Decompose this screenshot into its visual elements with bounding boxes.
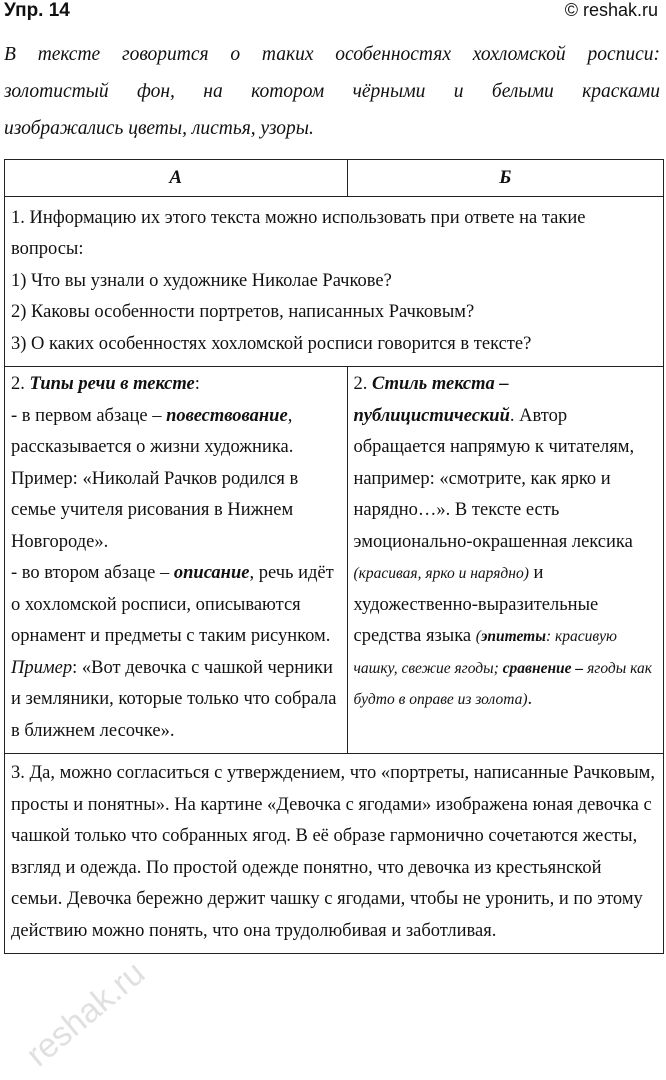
intro-line: изображались цветы, листья, узоры. <box>4 118 314 139</box>
table-row <box>5 196 664 367</box>
table-header-row <box>5 160 664 197</box>
row1-line: 1) Что вы узнали о художнике Николае Рачкове? <box>11 270 392 291</box>
row3-cell <box>5 754 664 954</box>
exercise-title: Упр. 14 <box>4 0 70 21</box>
text-style-paragraph: 2. Стиль текста – публицистический. Автор обращается напрямую к читателям, например: «смотрите, как ярко и нарядно…». В тексте есть эмоционально-окрашенная лексика (красивая, ярко и нарядно) и художественно-выразительные средства языка (эпитеты: красивую чашку, свежие ягоды; сравнение – ягоды как будто в оправе из золота). <box>353 374 652 709</box>
speech-type-description: - во втором абзаце – описание, речь идёт о хохломской росписи, описываются орнамент и предметы с таким рисунком. Пример: «Вот девочка с чашкой черники и земляники, которые только что собрала в ближнем лесочке». <box>11 563 337 741</box>
row1-line: 3) О каких особенностях хохломской росписи говорится в тексте? <box>11 333 532 354</box>
row1-line: 2) Каковы особенности портретов, написанных Рачковым? <box>11 302 475 322</box>
row3-text: 3. Да, можно согласиться с утверждением, что «портреты, написанные Рачковым, просты и понятны». На картине «Девочка с ягодами» изображена юная девочка с чашкой только что собранных ягод. В её образе гармонично сочетаются жесты, взгляд и одежда. По простой одежде понятно, что девочка из крестьянской семьи. Девочка бережно держит чашку с ягодами, чтобы не уронить, и по этому действию можно понять, что она трудолюбивая и заботливая. <box>11 763 656 941</box>
row2-cell-b <box>347 367 664 754</box>
site-credit[interactable]: © reshak.ru <box>564 0 658 20</box>
watermark-text: reshak.ru <box>19 953 153 1075</box>
table-row <box>5 367 664 754</box>
row1-cell <box>5 196 664 367</box>
speech-type-narration: - в первом абзаце – повествование, рассказывается о жизни художника. Пример: «Николай Рачков родился в семье учителя рисования в Нижнем Новгороде». <box>11 405 299 552</box>
column-header-a: А <box>5 160 348 197</box>
speech-types-heading: 2. Типы речи в тексте: <box>11 374 200 394</box>
page-header <box>0 0 666 26</box>
row2-cell-a <box>5 367 348 754</box>
intro-line: золотистый фон, на котором чёрными и белыми красками <box>4 81 660 102</box>
table-row <box>5 754 664 954</box>
answer-table <box>4 159 664 954</box>
intro-paragraph <box>4 36 660 147</box>
intro-line: В тексте говорится о таких особенностях хохломской росписи: <box>4 44 660 65</box>
row1-line: 1. Информацию их этого текста можно использовать при ответе на такие вопросы: <box>11 207 586 259</box>
column-header-b: Б <box>347 160 664 197</box>
text-style-title: Стиль текста – публицистический <box>353 374 510 426</box>
speech-types-title: Типы речи в тексте <box>29 374 195 394</box>
